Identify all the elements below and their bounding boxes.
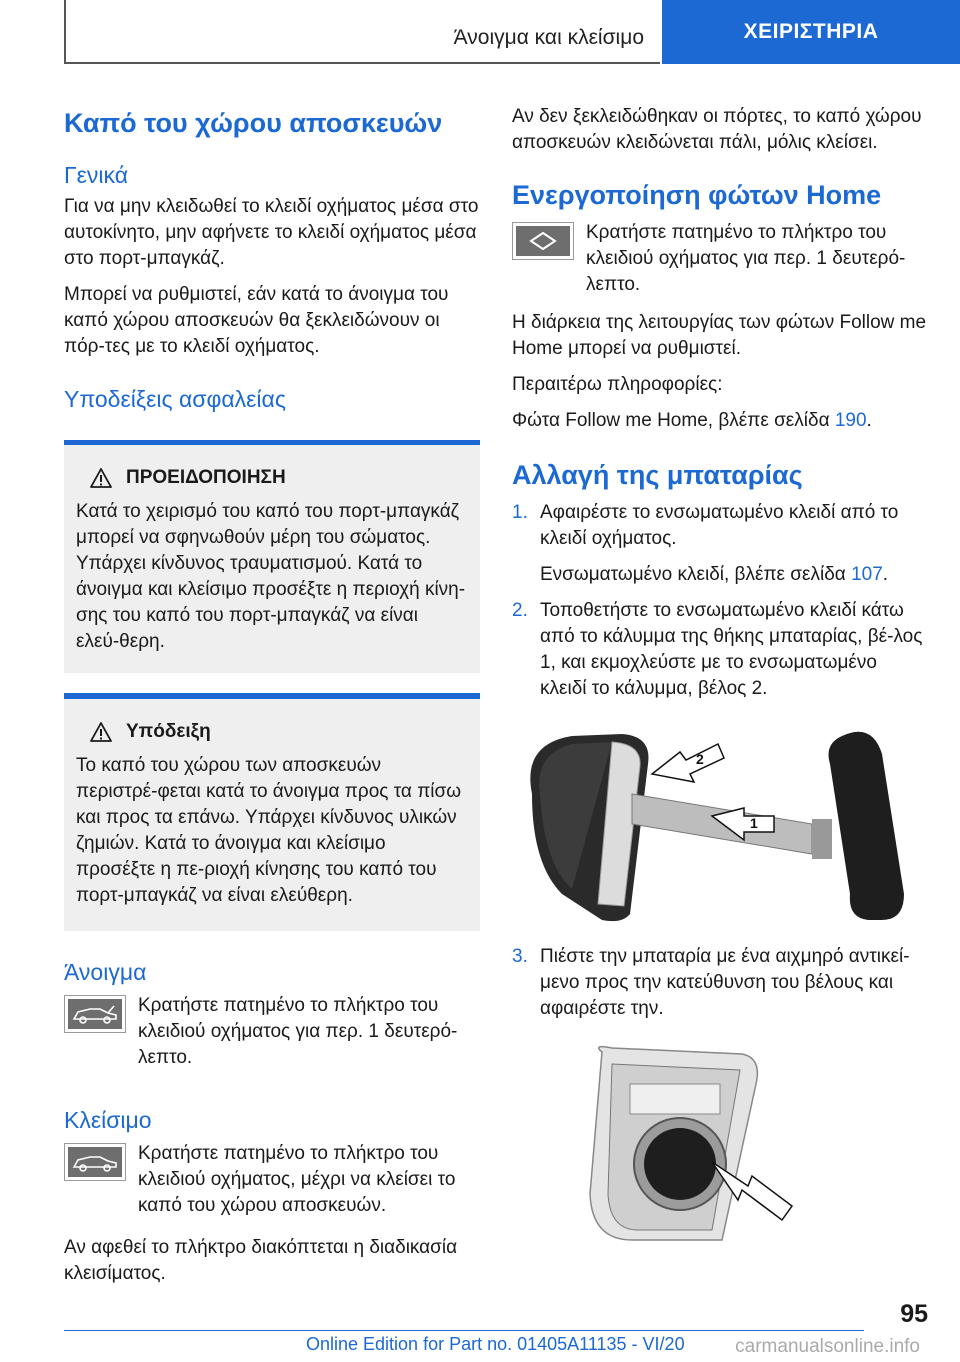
- unlock-button-icon: [512, 222, 574, 260]
- step-text: Τοποθετήστε το ενσωματωμένο κλειδί κάτω από το κάλυμμα της θήκης μπαταρίας, βέ-λος 1, και εκμοχλεύστε με το ενσωματωμένο κλειδί το κάλυμμα, βέλος 2.: [540, 600, 923, 699]
- step-1-reference-text: Ενσωματωμένο κλειδί, βλέπε σελίδα: [540, 564, 852, 585]
- notice-text: Το καπό του χώρου των αποσκευών περιστρέ-φεται κατά το άνοιγμα προς τα πίσω και προς τα επάνω. Υπάρχει κίνδυνος υλικών ζημιών. Κατά το άνοιγμα και κλείσιμο προσέξτε η πε-ριοχή κίνησης του καπό του πορτ-μπαγκάζ να είναι ελεύθερη.: [76, 755, 462, 906]
- home-reference-text: Φώτα Follow me Home, βλέπε σελίδα: [512, 410, 835, 431]
- general-heading: Γενικά: [64, 162, 129, 188]
- safety-heading: Υποδείξεις ασφαλείας: [64, 386, 286, 412]
- home-text: Κρατήστε πατημένο το πλήκτρο του κλειδιού οχήματος για περ. 1 δευτερό-λεπτο.: [586, 222, 906, 295]
- step-3: [512, 944, 928, 1022]
- general-paragraph-2: Μπορεί να ρυθμιστεί, εάν κατά το άνοιγμα του καπό χώρου αποσκευών θα ξεκλειδώνουν οι πόρ-τες με το κλειδί οχήματος.: [64, 284, 449, 357]
- step-1: [512, 500, 928, 552]
- notice-title-row: [90, 721, 466, 743]
- page-number: 95: [900, 1300, 928, 1328]
- step-2: [512, 598, 928, 702]
- close-heading: Κλείσιμο: [64, 1107, 152, 1133]
- open-heading: Άνοιγμα: [64, 959, 147, 985]
- home-paragraph-2: Η διάρκεια της λειτουργίας των φώτων Follow me Home μπορεί να ρυθμιστεί.: [512, 312, 927, 359]
- home-lights-heading: Ενεργοποίηση φώτων Home: [512, 180, 882, 210]
- header-section-title: Άνοιγμα και κλείσιμο: [453, 26, 644, 49]
- figure-label-1: 1: [750, 815, 758, 831]
- close-instruction: [64, 1141, 480, 1219]
- home-instruction: [512, 220, 928, 298]
- home-reference-end: .: [866, 410, 872, 431]
- step-number: 1.: [512, 502, 528, 523]
- step-1-reference: [540, 562, 928, 588]
- left-column: [64, 100, 480, 1287]
- step-1-reference-end: .: [882, 564, 889, 585]
- footer-edition: Online Edition for Part no. 01405A11135 - VI/20: [306, 1334, 685, 1354]
- open-instruction: [64, 993, 480, 1071]
- watermark: carmanualsonline.info: [735, 1336, 920, 1357]
- intro-text: Αν δεν ξεκλειδώθηκαν οι πόρτες, το καπό χώρου αποσκευών κλειδώνεται πάλι, μόλις κλείσει.: [512, 106, 922, 153]
- figure-battery-removal: [512, 1044, 928, 1244]
- warning-triangle-icon: [90, 468, 112, 488]
- close-text: Κρατήστε πατημένο το πλήκτρο του κλειδιού οχήματος, μέχρι να κλείσει το καπό του χώρου αποσκευών.: [138, 1143, 456, 1216]
- trunk-button-icon: [64, 995, 126, 1033]
- home-paragraph-3: Περαιτέρω πληροφορίες:: [512, 374, 723, 395]
- page-title: Καπό του χώρου αποσκευών: [64, 108, 443, 138]
- figure-key-removal: [512, 724, 928, 924]
- right-column: [512, 100, 928, 1244]
- step-number: 2.: [512, 600, 528, 621]
- home-reference: [512, 408, 928, 434]
- warning-text: Κατά το χειρισμό του καπό του πορτ-μπαγκάζ μπορεί να σφηνωθούν μέρη του σώματος. Υπάρχει κίνδυνος τραυματισμού. Κατά το άνοιγμα και κλείσιμο προσέξτε η περιοχή κίνη-σης του καπό του πορτ-μπαγκάζ να είναι ελεύ-θερη.: [76, 501, 466, 652]
- figure-label-2: 2: [696, 751, 704, 767]
- trunk-close-button-icon: [64, 1143, 126, 1181]
- warning-title-row: [90, 467, 466, 489]
- footer-rule: [64, 1330, 864, 1331]
- warning-box: [64, 440, 480, 673]
- header-rule-bottom: [64, 62, 660, 64]
- step-text: Πιέστε την μπαταρία με ένα αιχμηρό αντικεί-μενο προς την κατεύθυνση του βέλους και αφαιρέστε την.: [540, 946, 910, 1019]
- general-paragraph-1: Για να μην κλειδωθεί το κλειδί οχήματος μέσα στο αυτοκίνητο, μην αφήνετε το κλειδί οχήματος μέσα στο πορτ-μπαγκάζ.: [64, 196, 479, 269]
- home-reference-page-link[interactable]: 190: [834, 410, 867, 431]
- step-number: 3.: [512, 946, 528, 967]
- notice-title: Υπόδειξη: [126, 721, 211, 742]
- step-1-reference-page-link[interactable]: 107: [851, 564, 883, 585]
- close-paragraph-2: Αν αφεθεί το πλήκτρο διακόπτεται η διαδικασία κλεισίματος.: [64, 1237, 458, 1284]
- notice-box: [64, 693, 480, 931]
- open-text: Κρατήστε πατημένο το πλήκτρο του κλειδιού οχήματος για περ. 1 δευτερό-λεπτο.: [138, 995, 458, 1068]
- warning-title: ΠΡΟΕΙΔΟΠΟΙΗΣΗ: [126, 467, 286, 488]
- notice-triangle-icon: [90, 722, 112, 742]
- battery-heading: Αλλαγή της μπαταρίας: [512, 460, 803, 490]
- header-chapter-tab[interactable]: ΧΕΙΡΙΣΤΗΡΙΑ: [662, 0, 960, 64]
- step-text: Αφαιρέστε το ενσωματωμένο κλειδί από το κλειδί οχήματος.: [540, 502, 899, 549]
